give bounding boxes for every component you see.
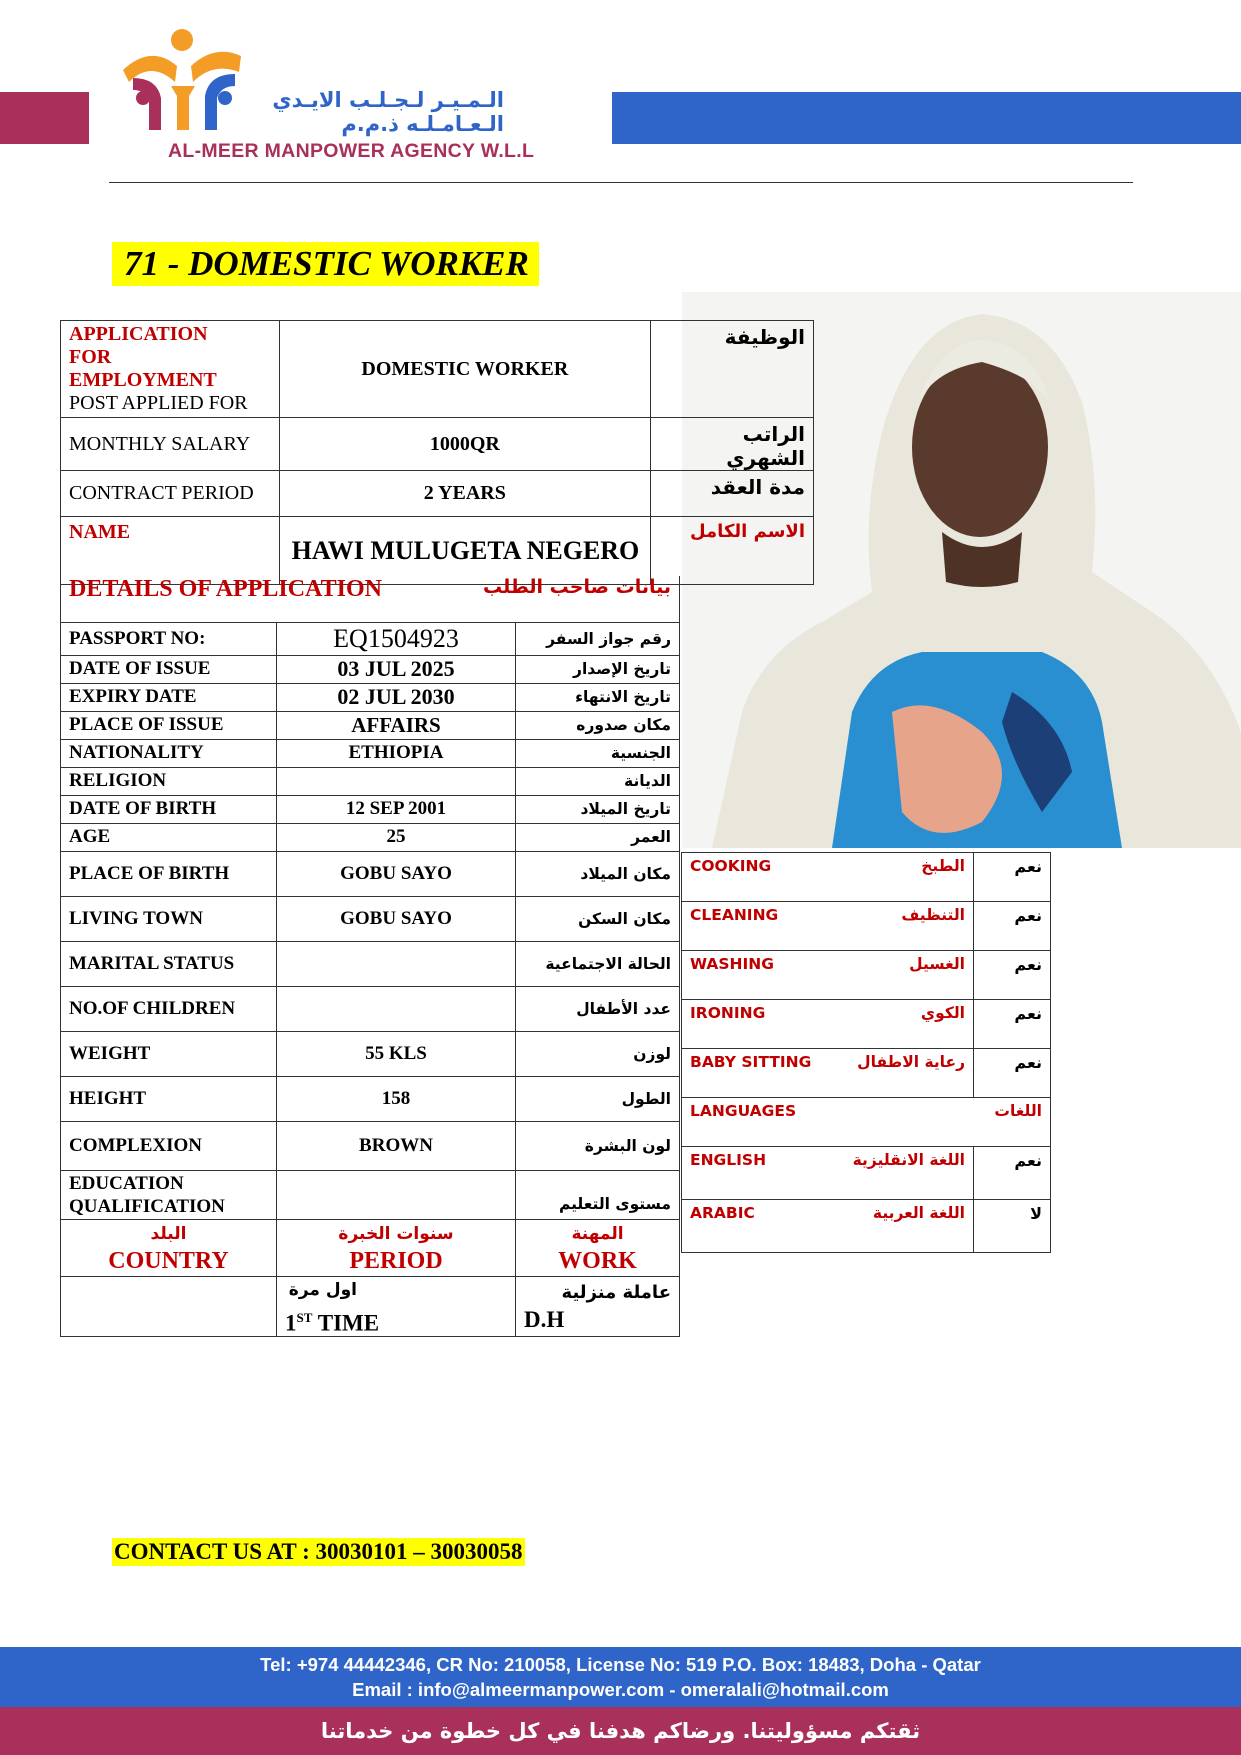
experience-period-header (277, 1219, 516, 1276)
row-value: 12 SEP 2001 (277, 795, 516, 823)
header-band-left (0, 92, 89, 144)
row-label: DATE OF ISSUE (61, 655, 277, 683)
contact-numbers: CONTACT US AT : 30030101 – 30030058 (114, 1539, 523, 1564)
row-value: GOBU SAYO (277, 851, 516, 896)
row-arabic: مكان صدوره (516, 711, 680, 739)
page-heading: 71 - DOMESTIC WORKER (112, 242, 539, 286)
header-divider (109, 182, 1133, 183)
skill-ar: الكوي (920, 1004, 965, 1022)
skill-ar: اللغة العربية (872, 1204, 965, 1222)
row-label: WEIGHT (61, 1031, 277, 1076)
row-arabic: لوزن (516, 1031, 680, 1076)
row-label: PLACE OF ISSUE (61, 711, 277, 739)
footer-contact-band (0, 1647, 1241, 1707)
skill-en: CLEANING (690, 906, 779, 924)
row-label: PLACE OF BIRTH (61, 851, 277, 896)
experience-work-value (516, 1276, 680, 1337)
row-label: NATIONALITY (61, 739, 277, 767)
agency-name-arabic: الـمـيـر لـجـلـب الايـدي الـعـامـلـه ذ.م.م (272, 88, 504, 136)
header-band-right (612, 92, 1241, 144)
row-value: 03 JUL 2025 (277, 655, 516, 683)
row-value: GOBU SAYO (277, 896, 516, 941)
skill-cell (682, 951, 974, 1000)
work-value: D.H (524, 1307, 565, 1333)
row-arabic: العمر (516, 823, 680, 851)
row-value (277, 986, 516, 1031)
name-arabic: الاسم الكامل (651, 517, 814, 585)
row-arabic: مكان السكن (516, 896, 680, 941)
details-title: DETAILS OF APPLICATION (69, 576, 382, 602)
row-label: HEIGHT (61, 1076, 277, 1121)
skill-cell (682, 1049, 974, 1098)
row-label: AGE (61, 823, 277, 851)
post-value: DOMESTIC WORKER (279, 321, 650, 418)
period-label: PERIOD (349, 1247, 443, 1274)
skill-cell (682, 902, 974, 951)
row-value: 25 (277, 823, 516, 851)
row-value: 55 KLS (277, 1031, 516, 1076)
skill-answer: نعم (974, 902, 1051, 951)
contract-value: 2 YEARS (279, 471, 650, 517)
skill-ar: الطبخ (921, 857, 965, 875)
work-label: WORK (558, 1247, 637, 1274)
skill-cell (682, 1147, 974, 1200)
row-label: RELIGION (61, 767, 277, 795)
skills-table (681, 852, 1051, 1253)
work-arabic: المهنة (571, 1223, 624, 1244)
post-arabic: الوظيفة (651, 321, 814, 418)
row-value: EQ1504923 (277, 622, 516, 655)
languages-cell (682, 1098, 1051, 1147)
period-value-sup: ST (296, 1309, 313, 1325)
details-title-cell (61, 576, 680, 622)
row-arabic: تاريخ الانتهاء (516, 683, 680, 711)
row-arabic: مكان الميلاد (516, 851, 680, 896)
footer-line2: Email : info@almeermanpower.com - omeralali@hotmail.com (352, 1679, 889, 1700)
post-label-line2: FOR (69, 346, 112, 368)
row-arabic: الطول (516, 1076, 680, 1121)
row-value (277, 941, 516, 986)
work-value-arabic: عاملة منزلية (561, 1282, 671, 1304)
skill-ar: الغسيل (909, 955, 965, 973)
row-label: LIVING TOWN (61, 896, 277, 941)
row-value (277, 767, 516, 795)
row-label: NO.OF CHILDREN (61, 986, 277, 1031)
row-label: COMPLEXION (61, 1121, 277, 1170)
skill-cell (682, 1200, 974, 1253)
skill-en: ENGLISH (690, 1151, 767, 1169)
salary-value: 1000QR (279, 418, 650, 471)
agency-name-english: AL-MEER MANPOWER AGENCY W.L.L (168, 140, 535, 162)
period-value-num: 1 (285, 1310, 297, 1336)
languages-ar: اللغات (994, 1102, 1042, 1120)
name-value: HAWI MULUGETA NEGERO (279, 517, 650, 585)
row-value: 158 (277, 1076, 516, 1121)
languages-en: LANGUAGES (690, 1102, 797, 1120)
footer-line1: Tel: +974 44442346, CR No: 210058, License No: 519 P.O. Box: 18483, Doha - Qatar (260, 1654, 981, 1675)
skill-answer: نعم (974, 1000, 1051, 1049)
row-value (277, 1170, 516, 1219)
period-arabic: سنوات الخبرة (338, 1223, 454, 1244)
post-label-line3: EMPLOYMENT (69, 369, 217, 391)
skill-answer: لا (974, 1200, 1051, 1253)
skill-answer: نعم (974, 853, 1051, 902)
skill-en: COOKING (690, 857, 772, 875)
skill-en: WASHING (690, 955, 774, 973)
experience-period-value (277, 1276, 516, 1337)
contract-label: CONTRACT PERIOD (61, 471, 280, 517)
skill-cell (682, 853, 974, 902)
row-arabic: مستوى التعليم (516, 1170, 680, 1219)
row-arabic: عدد الأطفال (516, 986, 680, 1031)
row-value: 02 JUL 2030 (277, 683, 516, 711)
name-label: NAME (61, 517, 280, 585)
period-value-arabic: اول مرة (288, 1279, 357, 1300)
skill-en: ARABIC (690, 1204, 755, 1222)
application-table (60, 320, 814, 585)
row-label: DATE OF BIRTH (61, 795, 277, 823)
experience-work-header (516, 1219, 680, 1276)
period-value-rest: TIME (312, 1310, 380, 1336)
row-arabic: الديانة (516, 767, 680, 795)
details-title-arabic: بيانات صاحب الطلب (483, 576, 671, 598)
row-label: PASSPORT NO: (61, 622, 277, 655)
row-arabic: تاريخ الإصدار (516, 655, 680, 683)
row-arabic: لون البشرة (516, 1121, 680, 1170)
post-applied-label: POST APPLIED FOR (69, 392, 248, 414)
post-label-line1: APPLICATION (69, 323, 208, 345)
salary-arabic: الراتب الشهري (651, 418, 814, 471)
row-value: AFFAIRS (277, 711, 516, 739)
skill-ar: رعاية الاطفال (857, 1053, 965, 1071)
footer-slogan: ثقتكم مسؤوليتنا. ورضاكم هدفنا في كل خطوة من خدماتنا (0, 1707, 1241, 1755)
row-value: BROWN (277, 1121, 516, 1170)
post-label-cell (61, 321, 280, 418)
row-arabic: رقم جواز السفر (516, 622, 680, 655)
skill-cell (682, 1000, 974, 1049)
details-table (60, 576, 680, 1337)
country-arabic: البلد (150, 1223, 187, 1244)
contract-arabic: مدة العقد (651, 471, 814, 517)
skill-en: BABY SITTING (690, 1053, 812, 1071)
skill-en: IRONING (690, 1004, 766, 1022)
row-label: EDUCATION QUALIFICATION (61, 1170, 277, 1219)
row-label: MARITAL STATUS (61, 941, 277, 986)
country-label: COUNTRY (108, 1247, 229, 1274)
row-label: EXPIRY DATE (61, 683, 277, 711)
skill-answer: نعم (974, 1049, 1051, 1098)
experience-country-value (61, 1276, 277, 1337)
experience-country-header (61, 1219, 277, 1276)
row-value: ETHIOPIA (277, 739, 516, 767)
salary-label: MONTHLY SALARY (61, 418, 280, 471)
skill-answer: نعم (974, 951, 1051, 1000)
skill-answer: نعم (974, 1147, 1051, 1200)
skill-ar: اللغة الانقليزية (852, 1151, 965, 1169)
skill-ar: التنظيف (901, 906, 965, 924)
row-arabic: الحالة الاجتماعية (516, 941, 680, 986)
row-arabic: الجنسية (516, 739, 680, 767)
row-arabic: تاريخ الميلاد (516, 795, 680, 823)
